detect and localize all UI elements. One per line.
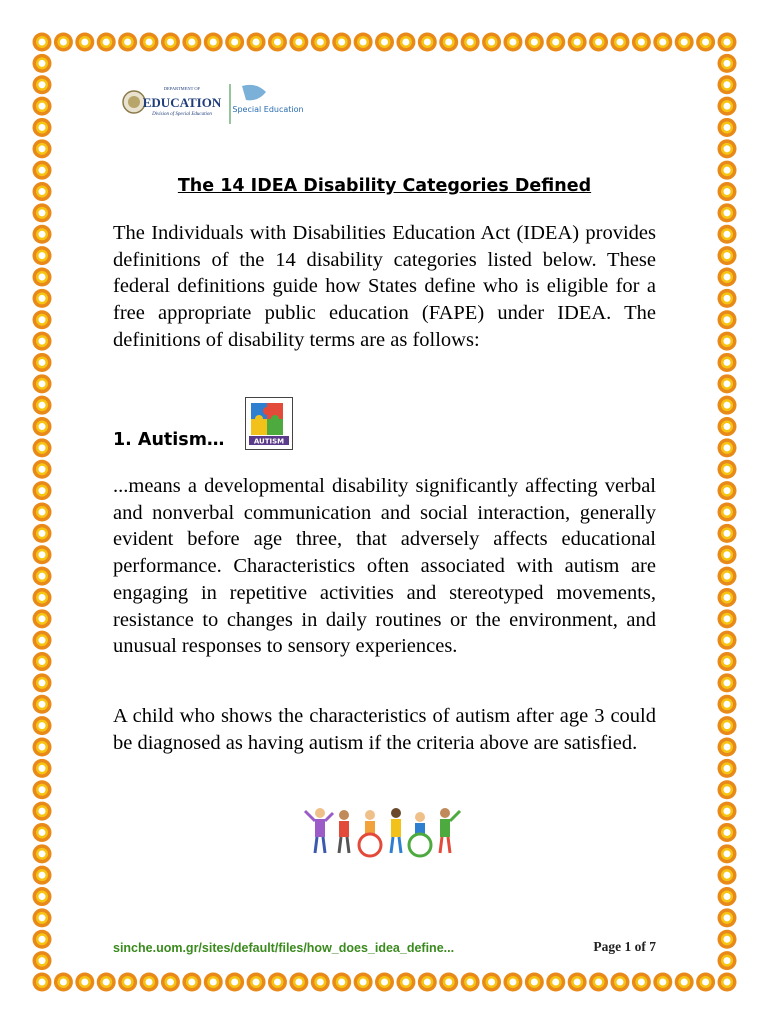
border-flower: [718, 460, 737, 479]
border-flower: [718, 161, 737, 180]
border-flower: [33, 374, 52, 393]
page-number: Page 1 of 7: [593, 939, 656, 954]
border-flower: [33, 182, 52, 201]
border-flower: [718, 908, 737, 927]
border-flower: [33, 33, 52, 52]
autism-puzzle-icon: [245, 397, 293, 450]
border-flower: [75, 33, 94, 52]
border-flower: [33, 866, 52, 885]
border-flower: [33, 567, 52, 586]
border-flower: [33, 823, 52, 842]
border-flower: [718, 332, 737, 351]
border-flower: [33, 481, 52, 500]
svg-text:Division of Special Education: Division of Special Education: [152, 112, 212, 117]
border-flower: [33, 695, 52, 714]
border-flower: [718, 609, 737, 628]
border-flower: [675, 973, 694, 992]
border-flower: [718, 844, 737, 863]
border-flower: [33, 161, 52, 180]
border-flower: [33, 716, 52, 735]
autism-icon-label: AUTISM: [253, 437, 285, 446]
border-flower: [33, 203, 52, 222]
border-flower: [718, 930, 737, 949]
border-flower: [718, 524, 737, 543]
border-flower: [718, 545, 737, 564]
border-flower: [718, 866, 737, 885]
border-flower: [653, 973, 672, 992]
border-flower: [33, 908, 52, 927]
border-flower: [33, 951, 52, 970]
svg-text:DEPARTMENT OF: DEPARTMENT OF: [163, 86, 201, 91]
border-flower: [718, 673, 737, 692]
border-flower: [33, 332, 52, 351]
border-flower: [718, 503, 737, 522]
border-flower: [696, 973, 715, 992]
border-flower: [718, 695, 737, 714]
border-flower: [33, 417, 52, 436]
border-flower: [675, 33, 694, 52]
border-flower: [33, 97, 52, 116]
border-flower: [33, 460, 52, 479]
border-flower: [718, 759, 737, 778]
border-flower: [696, 33, 715, 52]
border-flower: [718, 588, 737, 607]
border-flower: [33, 289, 52, 308]
border-flower: [718, 738, 737, 757]
border-flower: [718, 802, 737, 821]
border-flower: [718, 438, 737, 457]
border-flower: [33, 503, 52, 522]
border-flower: [33, 268, 52, 287]
autism-note: A child who shows the characteristics of autism after age 3 could be diagnosed as having autism if the criteria above are satisfied.: [113, 705, 656, 754]
border-flower: [33, 588, 52, 607]
border-flower: [33, 930, 52, 949]
border-flower: [718, 780, 737, 799]
border-flower: [33, 973, 52, 992]
border-flower: [33, 225, 52, 244]
border-flower: [33, 310, 52, 329]
border-flower: [33, 75, 52, 94]
svg-text:Special Education: Special Education: [232, 105, 304, 114]
border-flower: [718, 823, 737, 842]
border-flower: [33, 246, 52, 265]
border-flower: [718, 310, 737, 329]
border-flower: [718, 374, 737, 393]
border-flower: [718, 268, 737, 287]
border-flower: [75, 973, 94, 992]
border-flower: [718, 353, 737, 372]
border-flower: [718, 289, 737, 308]
border-flower: [718, 225, 737, 244]
border-flower: [33, 609, 52, 628]
border-flower: [718, 951, 737, 970]
border-flower: [33, 673, 52, 692]
page-content: [113, 0, 656, 1024]
border-flower: [33, 396, 52, 415]
border-flower: [718, 246, 737, 265]
intro-paragraph: The Individuals with Disabilities Education Act (IDEA) provides definitions of the 14 disability categories listed below. These federal definitions guide how States define who is eligible for a free appropriate public education (FAPE) under IDEA. The definitions of disability terms are as follows:: [113, 222, 656, 351]
special-education-icon: [242, 85, 266, 100]
border-flower: [653, 33, 672, 52]
children-clipart: [300, 803, 465, 859]
border-flower: [33, 802, 52, 821]
section-heading-autism: 1. Autism…: [113, 430, 225, 450]
border-flower: [718, 631, 737, 650]
border-flower: [33, 759, 52, 778]
border-flower: [718, 481, 737, 500]
education-department-logo: [120, 80, 304, 132]
border-flower: [33, 887, 52, 906]
border-flower: [718, 54, 737, 73]
border-flower: [33, 652, 52, 671]
border-flower: [54, 33, 73, 52]
border-flower: [718, 75, 737, 94]
border-flower: [718, 118, 737, 137]
border-flower: [33, 545, 52, 564]
border-flower: [54, 973, 73, 992]
border-flower: [718, 417, 737, 436]
border-flower: [718, 33, 737, 52]
border-flower: [33, 844, 52, 863]
footer-source-link[interactable]: sinche.uom.gr/sites/default/files/how_does_idea_define...: [113, 941, 455, 955]
border-flower: [718, 716, 737, 735]
border-flower: [33, 54, 52, 73]
border-flower: [33, 780, 52, 799]
border-flower: [33, 353, 52, 372]
page-title: The 14 IDEA Disability Categories Defined: [177, 176, 592, 196]
border-flower: [718, 396, 737, 415]
border-flower: [718, 567, 737, 586]
border-flower: [33, 118, 52, 137]
border-flower: [718, 139, 737, 158]
border-flower: [33, 631, 52, 650]
svg-text:EDUCATION: EDUCATION: [142, 95, 222, 110]
border-flower: [718, 887, 737, 906]
border-flower: [33, 524, 52, 543]
border-flower: [718, 97, 737, 116]
border-flower: [33, 738, 52, 757]
border-flower: [718, 182, 737, 201]
border-flower: [718, 652, 737, 671]
border-flower: [718, 203, 737, 222]
child-figures: [305, 808, 460, 856]
autism-definition: ...means a developmental disability significantly affecting verbal and nonverbal communication and social interaction, generally evident before age three, that adversely affects educational performance. Characteristics often associated with autism are engaging in repetitive activities and stereotyped movements, resistance to changes in daily routines or the environment, and unusual responses to sensory experiences.: [113, 475, 656, 658]
border-flower: [33, 139, 52, 158]
border-flower: [718, 973, 737, 992]
border-flower: [33, 438, 52, 457]
